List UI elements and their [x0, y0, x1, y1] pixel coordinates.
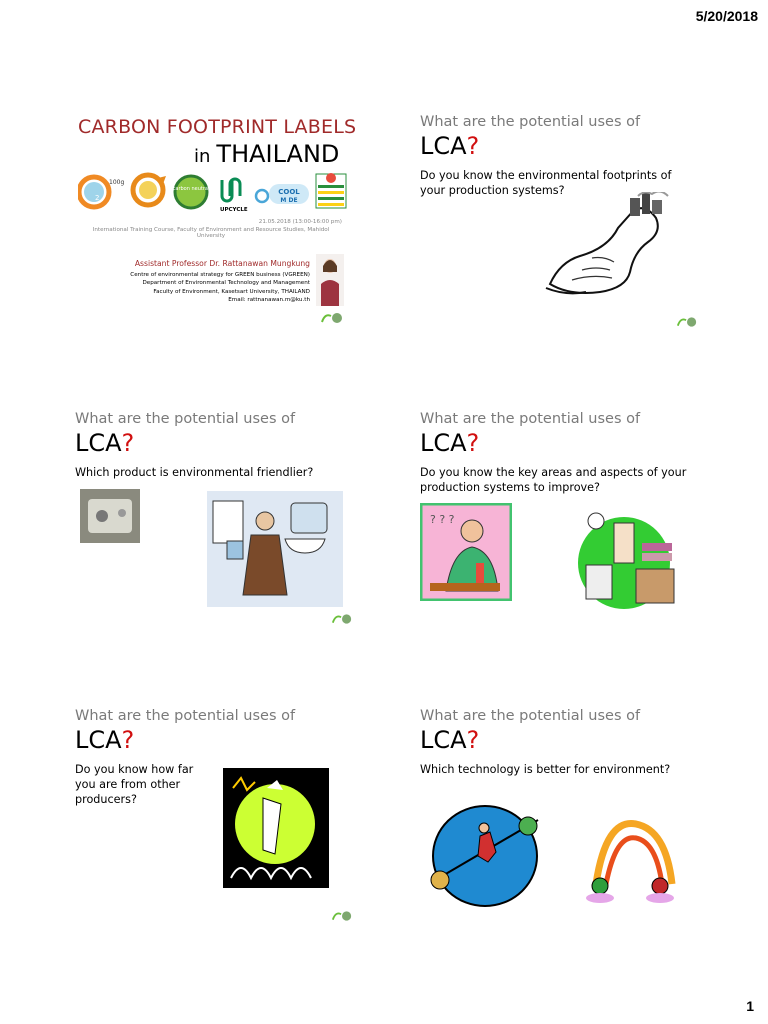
energy-rating-label [316, 173, 346, 208]
upcycle-logo [220, 179, 248, 213]
title-line-1: CARBON FOOTPRINT LABELS [78, 116, 357, 138]
slide-better-technology [420, 708, 700, 928]
paper-towel-cartoon [207, 491, 343, 607]
slide-body: Do you know the key areas and aspects of your production systems to improve? [420, 466, 687, 495]
carbon-neutral-logo [173, 176, 210, 208]
label-carbon-neutral: carbon neutral [172, 186, 210, 192]
label-cool: COOL [278, 188, 300, 196]
recycling-arcs-clipart [572, 818, 690, 910]
question-mark: ? [466, 726, 480, 754]
hand-dryer-photo [80, 489, 140, 543]
title-date-time: 21.05.2018 (13:00-16:00 pm) [258, 219, 342, 225]
author-photo [316, 254, 344, 306]
affiliation-line: Email: rattnanawan.m@ku.th [228, 297, 310, 304]
author-name: Assistant Professor Dr. Rattanawan Mungkung [134, 259, 310, 268]
slide-competitors [75, 708, 355, 928]
business-race-clipart [223, 768, 329, 888]
vgreen-logo [320, 312, 344, 324]
slide-body: Which product is environmental friendlier? [75, 466, 314, 479]
carbon-footprint-100g-logo [79, 177, 124, 207]
svg-text:? ? ?: ? ? ? [430, 513, 455, 526]
slide-heading [420, 726, 479, 754]
question-mark: ? [466, 132, 480, 160]
slide-heading [420, 132, 479, 160]
carbon-label-logos [78, 170, 350, 214]
slide-kicker: What are the potential uses of [75, 708, 296, 724]
slide-kicker: What are the potential uses of [420, 411, 641, 427]
slide-kicker: What are the potential uses of [420, 708, 641, 724]
page-date: 5/20/2018 [695, 8, 758, 24]
title-in: in [194, 146, 211, 167]
page-number: 1 [746, 998, 754, 1014]
lca-text: LCA [75, 429, 122, 457]
lca-text: LCA [420, 429, 467, 457]
slide-body: Do you know how far you are from other producers? [75, 763, 194, 807]
balance-walker-clipart [428, 796, 542, 910]
affiliation-line: Faculty of Environment, Kasetsart University, THAILAND [153, 288, 310, 295]
title-thailand: THAILAND [216, 140, 340, 168]
carbon-reduction-logo [133, 175, 166, 205]
slide-footprints [420, 114, 700, 334]
title-course: International Training Course, Faculty of Environment and Resource Studies, Mahidol University [92, 227, 330, 239]
slide-body: Which technology is better for environment? [420, 763, 671, 776]
vgreen-logo [331, 613, 353, 625]
paperwork-overload-clipart [576, 509, 680, 613]
title-line-2 [194, 140, 339, 168]
slide-friendlier-product [75, 411, 355, 631]
footprint-illustration [542, 192, 692, 302]
vgreen-logo [331, 910, 353, 922]
label-100g: 100g [109, 179, 125, 186]
question-mark: ? [466, 429, 480, 457]
affiliation-line: Centre of environmental strategy for GREEN business (VGREEN) [130, 272, 310, 278]
slide-heading [75, 726, 134, 754]
question-mark: ? [121, 726, 135, 754]
cool-mode-logo [256, 184, 309, 204]
question-mark: ? [121, 429, 135, 457]
label-mode: M DE [280, 197, 298, 204]
lca-text: LCA [420, 132, 467, 160]
slide-heading [420, 429, 479, 457]
lca-text: LCA [75, 726, 122, 754]
slide-body: Do you know the environmental footprints of your production systems? [420, 169, 672, 198]
label-upcycle: UPCYCLE [220, 207, 248, 213]
vgreen-logo [676, 316, 698, 328]
lca-text: LCA [420, 726, 467, 754]
affiliation-line: Department of Environmental Technology and Management [142, 280, 310, 287]
label-co2-sub: 2 [95, 194, 100, 202]
worried-person-clipart [420, 503, 512, 601]
slide-kicker: What are the potential uses of [75, 411, 296, 427]
slide-heading [75, 429, 134, 457]
slide-kicker: What are the potential uses of [420, 114, 641, 130]
author-affiliations [90, 271, 310, 305]
slide-key-areas [420, 411, 700, 631]
